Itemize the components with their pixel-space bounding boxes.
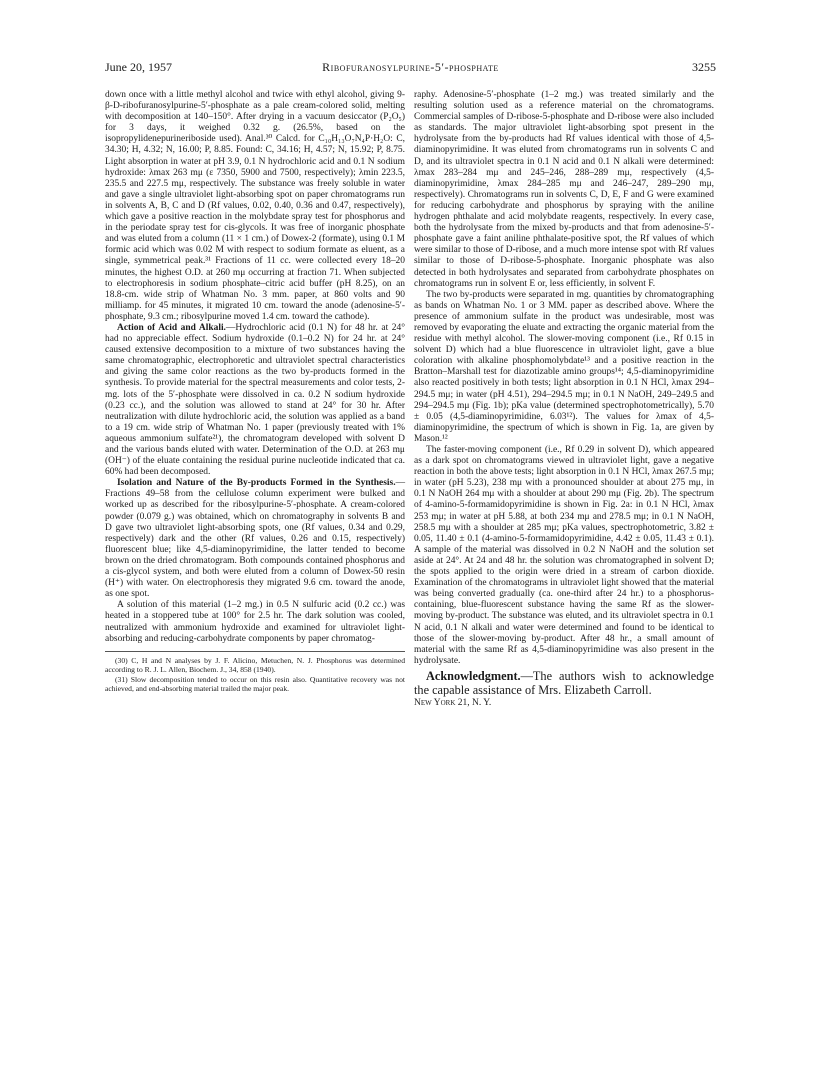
running-title: Ribofuranosylpurine-5′-phosphate — [322, 60, 499, 74]
author-location — [414, 698, 714, 709]
section-title-byproducts: Isolation and Nature of the By-products Formed in the Synthesis. — [117, 478, 396, 489]
paragraph-hydrolysis: A solution of this material (1–2 mg.) in 0.5 N sulfuric acid (0.2 cc.) was heated in a stoppered tube at 100° for 2.5 hr. The dark solution was cooled, neutralized with ammonium hydroxide and examined for ultraviolet light-absorbing and reducing-carbohydrate components by paper chromatog- — [105, 600, 405, 644]
paragraph-synthesis-continued: down once with a little methyl alcohol and twice with ethyl alcohol, giving 9-β-D-ribofuranosylpurine-5′-phosphate as a pale cream-colored solid, melting with decomposition at 140–150°. After drying in a vacuum desiccator (P₂O₅) for 3 days, it weighed 0.32 g. (26.5%, based on the isopropylidenepurineriboside used). Anal.³⁰ Calcd. for C₁₀H₁₃O₇N₄P·H₂O: C, 34.30; H, 4.32; N, 16.00; P, 8.85. Found: C, 34.16; H, 4.57; N, 15.92; P, 8.75. Light absorption in water at pH 3.9, 0.1 N hydrochloric acid and 0.1 N sodium hydroxide: λmax 263 mμ (ε 7350, 5900 and 7500, respectively); λmin 223.5, 235.5 and 227.5 mμ, respectively. The substance was freely soluble in water and gave a single ultraviolet light-absorbing spot on paper chromatograms run in solvents A, B, C and D (Rf values, 0.02, 0.40, 0.36 and 0.47, respectively), which gave a positive reaction in the molybdate spray test for phosphorus and in the periodate spray test for cis-glycols. It was free of inorganic phosphate and was eluted from a column (11 × 1 cm.) of Dowex-2 (formate), using 0.1 M formic acid which was 0.02 M with respect to sodium formate as eluent, as a single, symmetrical peak.³¹ Fractions of 11 cc. were collected every 18–20 minutes, the highest O.D. at 260 mμ occurring at fraction 71. When subjected to electrophoresis in sodium phosphate–citric acid buffer (pH 8.25), on an 18.8-cm. wide strip of Whatman No. 3 mm. paper, at 860 volts and 90 milliamp. for 45 minutes, it migrated 10 cm. toward the anode (adenosine-5′-phosphate, 9.3 cm.; ribosylpurine moved 1.4 cm. toward the cathode). — [105, 90, 405, 322]
footnote-30: (30) C, H and N analyses by J. F. Alicino, Metuchen, N. J. Phosphorus was determined according to R. J. L. Allen, Biochem. J., 34, 858 (1940). — [105, 655, 405, 674]
section-byproducts — [105, 478, 405, 600]
page-number: 3255 — [692, 60, 716, 74]
right-column — [414, 90, 714, 709]
left-column — [105, 90, 405, 695]
acknowledgment-body: —The authors wish to acknowledge the capable assistance of Mrs. Elizabeth Carroll. — [414, 668, 714, 698]
header-date: June 20, 1957 — [105, 60, 172, 74]
section-body-byproducts: —Fractions 49–58 from the cellulose column experiment were bulked and worked up as described for the ribosylpurine-5′-phosphate. A cream-colored powder (0.079 g.) was obtained, which on chromatography in solvents B and D gave two ultraviolet light-absorbing spots, one (Rf values, 0.34 and 0.29, respectively) dark and the other (Rf values, 0.26 and 0.15, respectively) fluorescent blue; like 4,5-diaminopyrimidine, the latter tended to become brown on the dried chromatogram. Both compounds contained phosphorus and a cis-glycol system, and both were eluted from a column of Dowex-50 resin (H⁺) with water. On electrophoresis they migrated 9.6 cm. toward the anode, as one spot. — [105, 478, 405, 600]
footnote-31: (31) Slow decomposition tended to occur on this resin also. Quantitative recovery was not achieved, and end-absorbing material trailed the major peak. — [105, 675, 405, 694]
section-acid-alkali — [105, 323, 405, 478]
footnotes — [105, 651, 405, 694]
paragraph-slower-component: The two by-products were separated in mg. quantities by chromatographing as bands on Whatman No. 1 or 3 MM. paper as described above. Where the presence of ammonium sulfate in the product was undesirable, most was removed by evaporating the eluate and extracting the organic material from the residue with methyl alcohol. The slower-moving component (i.e., Rf 0.15 in solvent D) which had a blue fluorescence in ultraviolet light, gave a blue coloration with alkaline phosphomolybdate¹³ and a positive reaction in the Bratton–Marshall test for diazotizable amino groups¹⁴; 4,5-diaminopyrimidine also reacted positively in both tests; light absorption in 0.1 N HCl, λmax 294–294.5 mμ; in water (pH 4.51), 294–294.5 mμ; in 0.1 N NaOH, 249–249.5 and 294–294.5 mμ (Fig. 1b); pKa value (determined spectrophotometrically), 5.70 ± 0.05 (4,5-diaminopyrimidine, 6.03¹²). The values for λmax of 4,5-diaminopyrimidine, the spectrum of which is shown in Fig. 1a, are given by Mason.¹² — [414, 289, 714, 444]
acknowledgment — [414, 669, 714, 697]
page-header — [105, 60, 716, 76]
section-body-acid-alkali: —Hydrochloric acid (0.1 N) for 48 hr. at 24° had no appreciable effect. Sodium hydroxide (0.1–0.2 N) for 24 hr. at 24° caused extensive decomposition to a mixture of two substances having the same chromatographic, electrophoretic and ultraviolet spectral characteristics and giving the same color reactions as the two by-products formed in the synthesis. To provide material for the spectral measurements and color tests, 2-mg. lots of the 5′-phosphate were dissolved in ca. 0.2 N sodium hydroxide (0.23 cc.), and the solution was allowed to stand at 24° for 30 hr. After neutralization with dilute hydrochloric acid, the solution was applied as a band to a 19 cm. wide strip of Whatman No. 1 paper (previously treated with 1% aqueous ammonium sulfate²¹), the chromatogram developed with solvent D and the various bands eluted with water. Determination of the O.D. at 263 mμ (OH⁻) of the eluate containing the residual purine nucleotide indicated that ca. 60% had been decomposed. — [105, 322, 405, 478]
acknowledgment-title: Acknowledgment. — [426, 668, 521, 683]
paragraph-chromatography-continued: raphy. Adenosine-5′-phosphate (1–2 mg.) was treated similarly and the resulting solution used as a reference material on the chromatograms. Commercial samples of D-ribose-5-phosphate and D-ribose were also included as standards. The major ultraviolet light-absorbing spot present in the hydrolysate from the by-products had Rf values identical with those of 4,5-diaminopyrimidine. It was eluted from chromatograms run in solvents C and D, and its ultraviolet spectra in 0.1 N acid and 0.1 N alkali were determined: λmax 283–284 mμ and 245–246, 288–289 mμ, respectively (4,5-diaminopyrimidine, λmax 284–285 mμ and 246–247, 289–290 mμ, respectively). Chromatograms run in solvents C, D, E, F and G were examined for reducing carbohydrate and phosphorus by spraying with the aniline hydrogen phthalate and acid molybdate reagents, respectively. In every case, both the hydrolysate from the mixed by-products and that from adenosine-5′-phosphate gave a faint aniline phthalate-positive spot, the Rf values of which were similar to those of D-ribose, and a much more intense spot with Rf values similar to those of D-ribose-5-phosphate. Inorganic phosphate was also detected in both hydrolysates and separated from carbohydrate phosphates on chromatograms run in solvent E or, less efficiently, in solvent F. — [414, 90, 714, 289]
paragraph-faster-component: The faster-moving component (i.e., Rf 0.29 in solvent D), which appeared as a dark spot on chromatograms viewed in ultraviolet light, gave a negative reaction in both the above tests; light absorption in 0.1 N HCl, λmax 267.5 mμ; in water (pH 5.23), 238 mμ with a pronounced shoulder at about 275 mμ, in 0.1 N NaOH 264 mμ with a shoulder at about 290 mμ (Fig. 2b). The spectrum of 4-amino-5-formamidopyrimidine is shown in Fig. 2a: in 0.1 N HCl, λmax 253 mμ; in water at pH 5.88, at both 234 mμ and 278.5 mμ; in 0.1 N NaOH, 258.5 mμ with a shoulder at 285 mμ; pKa values, spectrophotometric, 3.82 ± 0.05, 11.40 ± 0.1 (4-amino-5-formamidopyrimidine, 4.42 ± 0.05, 11.43 ± 0.1). A sample of the material was dissolved in 0.2 N NaOH and the solution set aside at 24°. At 24 and 48 hr. the solution was chromatographed in solvent D; the spots applied to the origin were dried in a stream of carbon dioxide. Examination of the chromatograms in ultraviolet light showed that the material was being converted gradually (ca. one-third after 24 hr.) to a phosphorus-containing, blue-fluorescent substance having the same Rf as the slower-moving by-product. The substance was eluted, and its ultraviolet spectra in 0.1 N acid, 0.1 N alkali and water were determined and found to be identical to those of the slower-moving by-product. After 48 hr., a small amount of material with the same Rf as 4,5-diaminopyrimidine was also present in the hydrolysate. — [414, 445, 714, 666]
location-text: New York 21, N. Y. — [414, 698, 492, 709]
section-title-acid-alkali: Action of Acid and Alkali. — [117, 322, 226, 333]
